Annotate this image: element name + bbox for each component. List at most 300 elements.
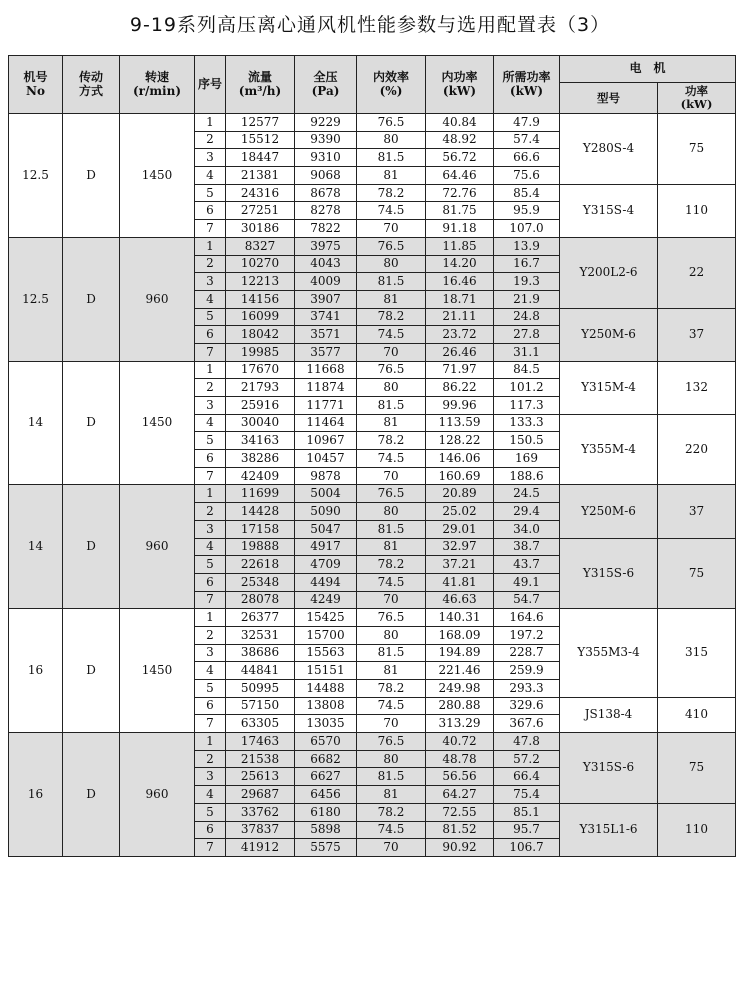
fan-group [9, 733, 736, 857]
required-power-cell: 34.0 [494, 520, 560, 538]
pressure-cell: 9310 [295, 149, 357, 167]
flow-cell: 21381 [226, 167, 295, 185]
seq-cell: 3 [195, 149, 226, 167]
machine-no-cell: 14 [9, 361, 63, 485]
required-power-cell: 117.3 [494, 397, 560, 415]
seq-cell: 6 [195, 450, 226, 468]
inner-power-cell: 40.72 [426, 733, 494, 751]
speed-cell: 960 [120, 733, 195, 857]
drive-cell: D [63, 237, 120, 361]
machine-no-cell: 14 [9, 485, 63, 609]
seq-cell: 3 [195, 397, 226, 415]
flow-cell: 10270 [226, 255, 295, 273]
required-power-cell: 106.7 [494, 839, 560, 857]
inner-power-cell: 37.21 [426, 556, 494, 574]
motor-model-cell: Y200L2-6 [560, 237, 658, 308]
pressure-cell: 15563 [295, 644, 357, 662]
seq-cell: 1 [195, 361, 226, 379]
pressure-cell: 4249 [295, 591, 357, 609]
pressure-cell: 5090 [295, 503, 357, 521]
required-power-cell: 95.9 [494, 202, 560, 220]
efficiency-cell: 74.5 [357, 326, 426, 344]
seq-cell: 6 [195, 697, 226, 715]
required-power-cell: 49.1 [494, 573, 560, 591]
required-power-cell: 16.7 [494, 255, 560, 273]
motor-power-cell: 220 [658, 414, 736, 485]
pressure-cell: 8278 [295, 202, 357, 220]
motor-model-cell: Y250M-6 [560, 308, 658, 361]
flow-cell: 26377 [226, 609, 295, 627]
seq-cell: 5 [195, 308, 226, 326]
efficiency-cell: 81.5 [357, 644, 426, 662]
flow-cell: 27251 [226, 202, 295, 220]
seq-cell: 3 [195, 520, 226, 538]
flow-cell: 19985 [226, 343, 295, 361]
efficiency-cell: 80 [357, 131, 426, 149]
seq-cell: 4 [195, 167, 226, 185]
inner-power-cell: 48.78 [426, 750, 494, 768]
pressure-cell: 4709 [295, 556, 357, 574]
motor-power-cell: 75 [658, 538, 736, 609]
seq-cell: 5 [195, 184, 226, 202]
seq-cell: 1 [195, 114, 226, 132]
pressure-cell: 4917 [295, 538, 357, 556]
required-power-cell: 43.7 [494, 556, 560, 574]
flow-cell: 15512 [226, 131, 295, 149]
flow-cell: 34163 [226, 432, 295, 450]
motor-model-cell: Y355M-4 [560, 414, 658, 485]
required-power-cell: 54.7 [494, 591, 560, 609]
pressure-cell: 3577 [295, 343, 357, 361]
inner-power-cell: 14.20 [426, 255, 494, 273]
inner-power-cell: 64.27 [426, 786, 494, 804]
seq-cell: 1 [195, 237, 226, 255]
inner-power-cell: 41.81 [426, 573, 494, 591]
table-row [9, 609, 736, 627]
efficiency-cell: 81.5 [357, 520, 426, 538]
flow-cell: 12577 [226, 114, 295, 132]
pressure-cell: 13035 [295, 715, 357, 733]
required-power-cell: 95.7 [494, 821, 560, 839]
efficiency-cell: 80 [357, 379, 426, 397]
pressure-cell: 10457 [295, 450, 357, 468]
drive-cell: D [63, 485, 120, 609]
seq-cell: 2 [195, 750, 226, 768]
motor-model-cell: Y250M-6 [560, 485, 658, 538]
efficiency-cell: 78.2 [357, 556, 426, 574]
pressure-cell: 6180 [295, 803, 357, 821]
flow-cell: 42409 [226, 467, 295, 485]
speed-cell: 1450 [120, 114, 195, 238]
header-drive: 传动 方式 [63, 56, 120, 114]
efficiency-cell: 76.5 [357, 361, 426, 379]
flow-cell: 38686 [226, 644, 295, 662]
efficiency-cell: 81.5 [357, 149, 426, 167]
seq-cell: 1 [195, 733, 226, 751]
efficiency-cell: 81.5 [357, 768, 426, 786]
efficiency-cell: 76.5 [357, 733, 426, 751]
pressure-cell: 5575 [295, 839, 357, 857]
efficiency-cell: 80 [357, 255, 426, 273]
inner-power-cell: 86.22 [426, 379, 494, 397]
header-inner-power: 内功率 (kW) [426, 56, 494, 114]
pressure-cell: 5004 [295, 485, 357, 503]
seq-cell: 7 [195, 220, 226, 238]
inner-power-cell: 99.96 [426, 397, 494, 415]
required-power-cell: 24.5 [494, 485, 560, 503]
pressure-cell: 9229 [295, 114, 357, 132]
required-power-cell: 21.9 [494, 290, 560, 308]
speed-cell: 960 [120, 485, 195, 609]
flow-cell: 21538 [226, 750, 295, 768]
inner-power-cell: 81.52 [426, 821, 494, 839]
seq-cell: 7 [195, 467, 226, 485]
inner-power-cell: 140.31 [426, 609, 494, 627]
required-power-cell: 66.4 [494, 768, 560, 786]
efficiency-cell: 76.5 [357, 114, 426, 132]
page-title: 9-19系列高压离心通风机性能参数与选用配置表（3） [129, 14, 611, 36]
required-power-cell: 85.4 [494, 184, 560, 202]
required-power-cell: 66.6 [494, 149, 560, 167]
motor-power-cell: 132 [658, 361, 736, 414]
table-row [9, 237, 736, 255]
seq-cell: 5 [195, 556, 226, 574]
pressure-cell: 11874 [295, 379, 357, 397]
flow-cell: 41912 [226, 839, 295, 857]
efficiency-cell: 76.5 [357, 485, 426, 503]
inner-power-cell: 21.11 [426, 308, 494, 326]
inner-power-cell: 32.97 [426, 538, 494, 556]
header-machine-no: 机号 No [9, 56, 63, 114]
flow-cell: 38286 [226, 450, 295, 468]
inner-power-cell: 313.29 [426, 715, 494, 733]
flow-cell: 14428 [226, 503, 295, 521]
inner-power-cell: 72.76 [426, 184, 494, 202]
speed-cell: 1450 [120, 609, 195, 733]
efficiency-cell: 81 [357, 538, 426, 556]
inner-power-cell: 64.46 [426, 167, 494, 185]
required-power-cell: 259.9 [494, 662, 560, 680]
efficiency-cell: 74.5 [357, 202, 426, 220]
efficiency-cell: 70 [357, 591, 426, 609]
motor-model-cell: Y315L1-6 [560, 803, 658, 856]
speed-cell: 960 [120, 237, 195, 361]
flow-cell: 16099 [226, 308, 295, 326]
flow-cell: 18042 [226, 326, 295, 344]
pressure-cell: 5898 [295, 821, 357, 839]
inner-power-cell: 221.46 [426, 662, 494, 680]
flow-cell: 14156 [226, 290, 295, 308]
drive-cell: D [63, 733, 120, 857]
inner-power-cell: 11.85 [426, 237, 494, 255]
motor-power-cell: 315 [658, 609, 736, 697]
efficiency-cell: 74.5 [357, 450, 426, 468]
inner-power-cell: 81.75 [426, 202, 494, 220]
seq-cell: 5 [195, 680, 226, 698]
required-power-cell: 101.2 [494, 379, 560, 397]
required-power-cell: 228.7 [494, 644, 560, 662]
required-power-cell: 164.6 [494, 609, 560, 627]
drive-cell: D [63, 609, 120, 733]
seq-cell: 2 [195, 503, 226, 521]
seq-cell: 5 [195, 803, 226, 821]
inner-power-cell: 23.72 [426, 326, 494, 344]
flow-cell: 18447 [226, 149, 295, 167]
flow-cell: 37837 [226, 821, 295, 839]
efficiency-cell: 70 [357, 715, 426, 733]
seq-cell: 1 [195, 485, 226, 503]
inner-power-cell: 25.02 [426, 503, 494, 521]
required-power-cell: 29.4 [494, 503, 560, 521]
efficiency-cell: 74.5 [357, 821, 426, 839]
motor-model-cell: JS138-4 [560, 697, 658, 732]
flow-cell: 22618 [226, 556, 295, 574]
required-power-cell: 85.1 [494, 803, 560, 821]
flow-cell: 24316 [226, 184, 295, 202]
inner-power-cell: 20.89 [426, 485, 494, 503]
seq-cell: 6 [195, 202, 226, 220]
seq-cell: 2 [195, 255, 226, 273]
efficiency-cell: 81 [357, 290, 426, 308]
table-row [9, 361, 736, 379]
pressure-cell: 8678 [295, 184, 357, 202]
flow-cell: 25613 [226, 768, 295, 786]
seq-cell: 4 [195, 538, 226, 556]
pressure-cell: 9068 [295, 167, 357, 185]
flow-cell: 17670 [226, 361, 295, 379]
header-pressure: 全压 (Pa) [295, 56, 357, 114]
inner-power-cell: 72.55 [426, 803, 494, 821]
flow-cell: 30186 [226, 220, 295, 238]
required-power-cell: 57.4 [494, 131, 560, 149]
seq-cell: 2 [195, 131, 226, 149]
drive-cell: D [63, 114, 120, 238]
table-row [9, 733, 736, 751]
seq-cell: 2 [195, 379, 226, 397]
motor-power-cell: 75 [658, 733, 736, 804]
fan-group [9, 609, 736, 733]
header-required-power: 所需功率 (kW) [494, 56, 560, 114]
header-seq: 序号 [195, 56, 226, 114]
flow-cell: 28078 [226, 591, 295, 609]
header-speed: 转速 (r/min) [120, 56, 195, 114]
required-power-cell: 19.3 [494, 273, 560, 291]
flow-cell: 50995 [226, 680, 295, 698]
flow-cell: 32531 [226, 626, 295, 644]
inner-power-cell: 160.69 [426, 467, 494, 485]
inner-power-cell: 113.59 [426, 414, 494, 432]
flow-cell: 44841 [226, 662, 295, 680]
motor-model-cell: Y315S-6 [560, 538, 658, 609]
motor-power-cell: 37 [658, 308, 736, 361]
efficiency-cell: 70 [357, 220, 426, 238]
fan-group [9, 237, 736, 361]
required-power-cell: 197.2 [494, 626, 560, 644]
inner-power-cell: 48.92 [426, 131, 494, 149]
flow-cell: 25916 [226, 397, 295, 415]
inner-power-cell: 146.06 [426, 450, 494, 468]
efficiency-cell: 81.5 [357, 397, 426, 415]
seq-cell: 7 [195, 715, 226, 733]
seq-cell: 6 [195, 821, 226, 839]
pressure-cell: 3975 [295, 237, 357, 255]
flow-cell: 12213 [226, 273, 295, 291]
flow-cell: 63305 [226, 715, 295, 733]
seq-cell: 5 [195, 432, 226, 450]
flow-cell: 8327 [226, 237, 295, 255]
seq-cell: 4 [195, 662, 226, 680]
required-power-cell: 75.4 [494, 786, 560, 804]
inner-power-cell: 90.92 [426, 839, 494, 857]
fan-group [9, 361, 736, 485]
pressure-cell: 6627 [295, 768, 357, 786]
seq-cell: 7 [195, 839, 226, 857]
efficiency-cell: 70 [357, 467, 426, 485]
pressure-cell: 6456 [295, 786, 357, 804]
efficiency-cell: 74.5 [357, 697, 426, 715]
efficiency-cell: 78.2 [357, 432, 426, 450]
pressure-cell: 3571 [295, 326, 357, 344]
required-power-cell: 47.8 [494, 733, 560, 751]
machine-no-cell: 12.5 [9, 114, 63, 238]
flow-cell: 33762 [226, 803, 295, 821]
efficiency-cell: 76.5 [357, 609, 426, 627]
seq-cell: 6 [195, 573, 226, 591]
pressure-cell: 11668 [295, 361, 357, 379]
inner-power-cell: 29.01 [426, 520, 494, 538]
pressure-cell: 15151 [295, 662, 357, 680]
motor-model-cell: Y315S-4 [560, 184, 658, 237]
required-power-cell: 133.3 [494, 414, 560, 432]
fan-spec-table [8, 55, 736, 857]
seq-cell: 1 [195, 609, 226, 627]
efficiency-cell: 74.5 [357, 573, 426, 591]
motor-model-cell: Y355M3-4 [560, 609, 658, 697]
pressure-cell: 4009 [295, 273, 357, 291]
seq-cell: 4 [195, 290, 226, 308]
required-power-cell: 107.0 [494, 220, 560, 238]
pressure-cell: 9878 [295, 467, 357, 485]
inner-power-cell: 26.46 [426, 343, 494, 361]
header-motor-power: 功率 (kW) [658, 83, 736, 114]
header-efficiency: 内效率 (%) [357, 56, 426, 114]
motor-model-cell: Y315S-6 [560, 733, 658, 804]
required-power-cell: 150.5 [494, 432, 560, 450]
required-power-cell: 169 [494, 450, 560, 468]
motor-power-cell: 75 [658, 114, 736, 185]
pressure-cell: 14488 [295, 680, 357, 698]
flow-cell: 30040 [226, 414, 295, 432]
machine-no-cell: 12.5 [9, 237, 63, 361]
seq-cell: 2 [195, 626, 226, 644]
efficiency-cell: 80 [357, 503, 426, 521]
flow-cell: 19888 [226, 538, 295, 556]
pressure-cell: 4043 [295, 255, 357, 273]
machine-no-cell: 16 [9, 733, 63, 857]
pressure-cell: 11771 [295, 397, 357, 415]
pressure-cell: 15425 [295, 609, 357, 627]
efficiency-cell: 78.2 [357, 308, 426, 326]
table-row [9, 485, 736, 503]
required-power-cell: 293.3 [494, 680, 560, 698]
motor-power-cell: 22 [658, 237, 736, 308]
required-power-cell: 27.8 [494, 326, 560, 344]
pressure-cell: 5047 [295, 520, 357, 538]
efficiency-cell: 81 [357, 414, 426, 432]
required-power-cell: 13.9 [494, 237, 560, 255]
efficiency-cell: 70 [357, 343, 426, 361]
pressure-cell: 9390 [295, 131, 357, 149]
inner-power-cell: 46.63 [426, 591, 494, 609]
seq-cell: 4 [195, 414, 226, 432]
fan-group [9, 114, 736, 238]
pressure-cell: 4494 [295, 573, 357, 591]
required-power-cell: 329.6 [494, 697, 560, 715]
motor-power-cell: 410 [658, 697, 736, 732]
efficiency-cell: 81.5 [357, 273, 426, 291]
efficiency-cell: 76.5 [357, 237, 426, 255]
flow-cell: 29687 [226, 786, 295, 804]
motor-power-cell: 110 [658, 184, 736, 237]
required-power-cell: 84.5 [494, 361, 560, 379]
flow-cell: 57150 [226, 697, 295, 715]
pressure-cell: 10967 [295, 432, 357, 450]
required-power-cell: 31.1 [494, 343, 560, 361]
required-power-cell: 188.6 [494, 467, 560, 485]
required-power-cell: 47.9 [494, 114, 560, 132]
seq-cell: 3 [195, 273, 226, 291]
pressure-cell: 11464 [295, 414, 357, 432]
efficiency-cell: 81 [357, 786, 426, 804]
inner-power-cell: 16.46 [426, 273, 494, 291]
seq-cell: 4 [195, 786, 226, 804]
header-flow: 流量 (m³/h) [226, 56, 295, 114]
inner-power-cell: 40.84 [426, 114, 494, 132]
header-motor: 电 机 [560, 56, 736, 83]
seq-cell: 3 [195, 768, 226, 786]
pressure-cell: 13808 [295, 697, 357, 715]
flow-cell: 17158 [226, 520, 295, 538]
flow-cell: 21793 [226, 379, 295, 397]
flow-cell: 25348 [226, 573, 295, 591]
machine-no-cell: 16 [9, 609, 63, 733]
seq-cell: 3 [195, 644, 226, 662]
inner-power-cell: 18.71 [426, 290, 494, 308]
motor-model-cell: Y315M-4 [560, 361, 658, 414]
pressure-cell: 6570 [295, 733, 357, 751]
required-power-cell: 75.6 [494, 167, 560, 185]
efficiency-cell: 70 [357, 839, 426, 857]
table-row [9, 114, 736, 132]
fan-group [9, 485, 736, 609]
flow-cell: 11699 [226, 485, 295, 503]
pressure-cell: 3741 [295, 308, 357, 326]
inner-power-cell: 56.72 [426, 149, 494, 167]
motor-power-cell: 110 [658, 803, 736, 856]
inner-power-cell: 71.97 [426, 361, 494, 379]
required-power-cell: 38.7 [494, 538, 560, 556]
pressure-cell: 3907 [295, 290, 357, 308]
required-power-cell: 24.8 [494, 308, 560, 326]
seq-cell: 6 [195, 326, 226, 344]
motor-model-cell: Y280S-4 [560, 114, 658, 185]
motor-power-cell: 37 [658, 485, 736, 538]
efficiency-cell: 81 [357, 662, 426, 680]
efficiency-cell: 81 [357, 167, 426, 185]
flow-cell: 17463 [226, 733, 295, 751]
inner-power-cell: 56.56 [426, 768, 494, 786]
inner-power-cell: 249.98 [426, 680, 494, 698]
